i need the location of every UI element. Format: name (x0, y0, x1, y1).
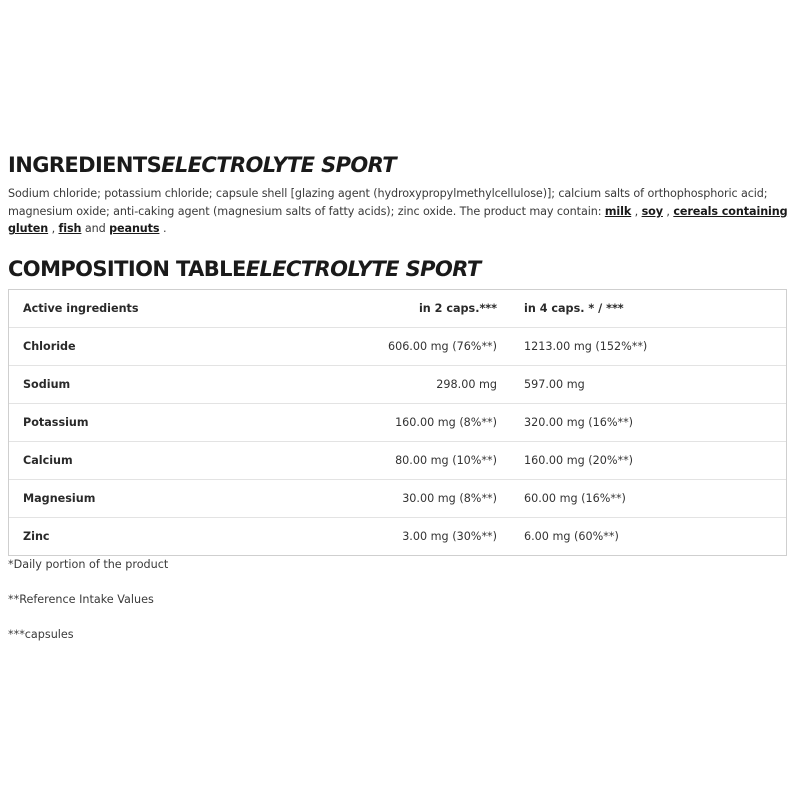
amount-2-caps: 298.00 mg (436, 378, 497, 391)
allergen-link-fish[interactable]: fish (58, 222, 82, 236)
amount-4-caps: 60.00 mg (16%**) (524, 492, 626, 505)
table-row (9, 479, 786, 517)
amount-2-caps: 606.00 mg (76%**) (387, 340, 497, 353)
composition-table (8, 289, 787, 556)
ingredients-heading (8, 152, 396, 178)
amount-4-caps: 1213.00 mg (152%**) (524, 340, 648, 353)
composition-heading (8, 256, 481, 282)
separator: and (81, 222, 110, 236)
ingredient-name: Calcium (23, 454, 73, 467)
table-row (9, 365, 786, 403)
amount-2-caps: 3.00 mg (30%**) (402, 530, 497, 543)
footnote-reference-intake: **Reference Intake Values (8, 593, 154, 606)
column-header-2-caps: in 2 caps.*** (418, 302, 497, 315)
column-header-4-caps: in 4 caps. * / *** (524, 302, 624, 315)
separator: , (631, 204, 642, 218)
amount-4-caps: 160.00 mg (20%**) (524, 454, 634, 467)
ingredients-list: Sodium chloride; potassium chloride; capsule shell [glazing agent (hydroxypropylmethylcellulose)]; calcium salts of orthophosphoric acid; magnesium oxide; anti-caking agent (magnesium salts of fatty acids); zinc oxide. The product may contain: (8, 187, 768, 218)
ingredients-heading-main: INGREDIENTS (8, 153, 162, 177)
allergen-link-cereals[interactable]: cereals containing gluten (8, 204, 788, 236)
table-row (9, 327, 786, 365)
amount-2-caps: 30.00 mg (8%**) (402, 492, 497, 505)
composition-heading-main: COMPOSITION TABLE (8, 257, 246, 281)
separator: , (662, 204, 674, 218)
table-row (9, 403, 786, 441)
amount-4-caps: 320.00 mg (16%**) (524, 416, 634, 429)
separator: , (48, 222, 59, 236)
amount-4-caps: 597.00 mg (524, 378, 585, 391)
separator: . (159, 222, 167, 236)
amount-2-caps: 80.00 mg (10%**) (395, 454, 497, 467)
allergen-link-peanuts[interactable]: peanuts (109, 222, 160, 236)
allergen-link-soy[interactable]: soy (641, 204, 663, 218)
table-row (9, 517, 786, 555)
column-header-ingredient: Active ingredients (23, 302, 139, 315)
footnote-daily-portion: *Daily portion of the product (8, 558, 169, 571)
ingredient-name: Zinc (23, 530, 50, 543)
ingredient-name: Sodium (23, 378, 71, 391)
allergen-link-milk[interactable]: milk (604, 204, 632, 218)
composition-heading-product: ELECTROLYTE SPORT (245, 257, 481, 281)
table-header-row (9, 290, 786, 327)
ingredients-heading-product: ELECTROLYTE SPORT (161, 153, 397, 177)
footnote-capsules: ***capsules (8, 628, 74, 641)
amount-4-caps: 6.00 mg (60%**) (524, 530, 619, 543)
amount-2-caps: 160.00 mg (8%**) (395, 416, 497, 429)
ingredient-name: Potassium (23, 416, 89, 429)
ingredient-name: Chloride (23, 340, 76, 353)
ingredients-text (8, 185, 792, 238)
table-row (9, 441, 786, 479)
ingredient-name: Magnesium (23, 492, 96, 505)
